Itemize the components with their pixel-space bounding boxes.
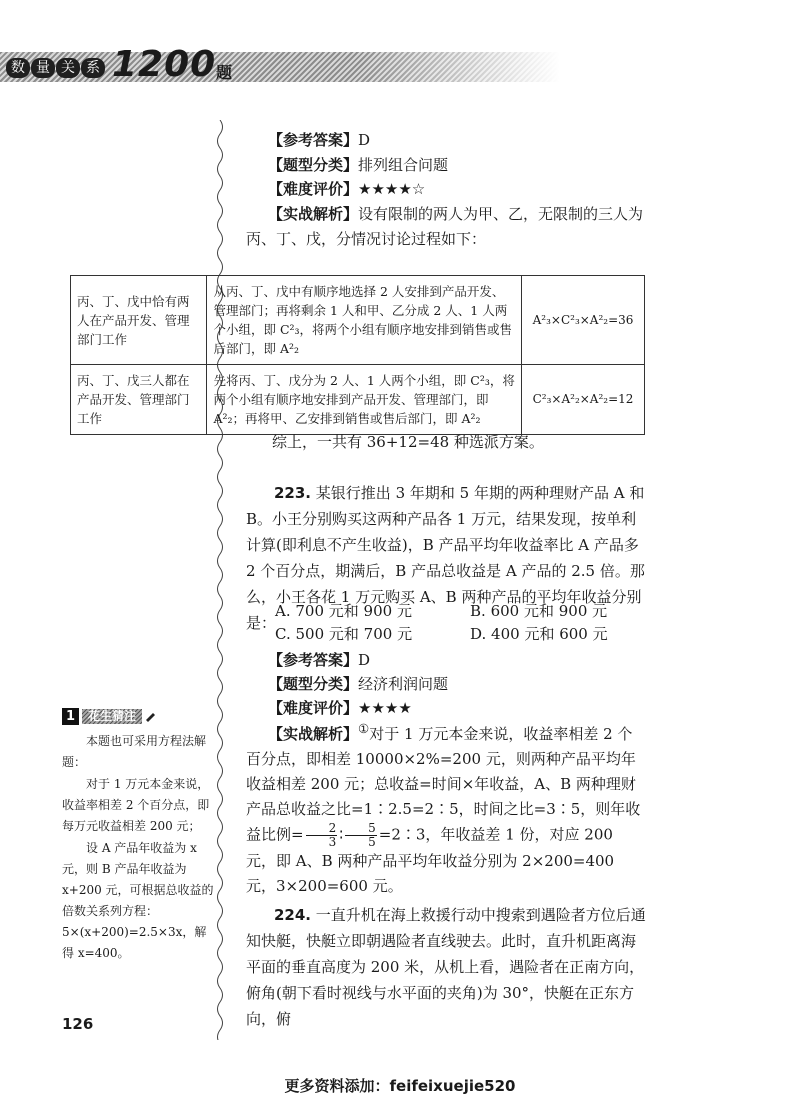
option-text: 600 元和 900 元 (490, 602, 608, 620)
numerator: 2 (306, 822, 338, 836)
series-char-3: 关 (56, 58, 80, 78)
pencil-icon (144, 710, 156, 722)
option-key: B. (470, 602, 486, 620)
case-cell: 丙、丁、戊三人都在产品开发、管理部门工作 (71, 365, 207, 435)
case-cell: 丙、丁、戊中恰有两人在产品开发、管理部门工作 (71, 276, 207, 365)
q223-number: 223. (274, 484, 312, 502)
q223-type-label: 【题型分类】 (268, 675, 359, 693)
margin-wave-rule (214, 120, 226, 1040)
q223-answer (268, 650, 370, 670)
q223-option-c (275, 623, 412, 645)
table-row (71, 276, 645, 365)
option-key: A. (275, 602, 291, 620)
q222-answer-label: 【参考答案】 (268, 131, 359, 149)
series-char-2: 量 (31, 58, 55, 78)
process-cell: 先将丙、丁、戊分为 2 人、1 人两个小组，即 C²₃，将两个小组有顺序地安排到产品开发、管理部门，即 A²₂；再将甲、乙安排到销售或售后部门，即 A²₂ (207, 365, 522, 435)
q222-analysis (268, 204, 643, 224)
q223-type (268, 674, 448, 694)
q223-analysis-label: 【实战解析】 (268, 725, 359, 743)
q222-type (268, 155, 448, 175)
q222-conclusion: 综上，一共有 36+12=48 种选派方案。 (272, 433, 544, 451)
denominator: 3 (328, 835, 337, 849)
q223-option-a (275, 600, 412, 622)
q223-difficulty-label: 【难度评价】 (268, 699, 359, 717)
count-cell: A²₃×C²₃×A²₂=36 (522, 276, 645, 365)
fraction-five-fifths (345, 822, 377, 849)
q223-stem-text: 某银行推出 3 年期和 5 年期的两种理财产品 A 和 B。小王分别购买这两种产品各 1 万元，结果发现，按单利计算(即利息不产生收益)，B 产品平均年收益率比 A 产品多 2 个百分点，期满后，B 产品总收益是 A 产品的 2.5 倍。那么，小王各花 1 万元购买 A、B 两种产品的平均年收益分别是： (246, 484, 645, 632)
q223-difficulty-stars: ★★★★ (358, 699, 412, 717)
sidebar-note-line2: 对于 1 万元本金来说，收益率相差 2 个百分点，即每万元收益相差 200 元； (62, 777, 210, 833)
option-key: D. (470, 625, 487, 643)
q222-analysis-line2: 丙、丁、戊，分情况讨论过程如下： (246, 230, 487, 248)
sidebar-note-line1: 本题也可采用方程法解题： (62, 734, 207, 769)
option-text: 700 元和 900 元 (295, 602, 412, 620)
q222-answer-value: D (358, 131, 371, 149)
q224-number: 224. (274, 906, 312, 924)
q223-answer-label: 【参考答案】 (268, 651, 359, 669)
note-number-badge: 1 (62, 708, 79, 725)
q224-stem (246, 902, 646, 1032)
note-title: 花生猜注 (82, 709, 142, 724)
table-row (71, 365, 645, 435)
series-char-4: 系 (81, 58, 105, 78)
sidebar-note-line3: 设 A 产品年收益为 x 元，则 B 产品年收益为 x+200 元，可根据总收益的倍数关系列方程：5×(x+200)=2.5×3x，解得 x=400。 (62, 841, 214, 960)
footer-note: 更多资料添加：feifeixuejie520 (284, 1077, 516, 1095)
series-char-1: 数 (6, 58, 30, 78)
q222-type-value: 排列组合问题 (358, 156, 449, 174)
header-band-fade (360, 52, 560, 82)
q222-difficulty (268, 179, 425, 199)
q222-difficulty-label: 【难度评价】 (268, 180, 359, 198)
option-text: 400 元和 600 元 (491, 625, 608, 643)
fraction-two-thirds (306, 822, 338, 849)
q223-difficulty (268, 698, 412, 718)
q224-stem-text: 一直升机在海上救援行动中搜索到遇险者方位后通知快艇，快艇立即朝遇险者直线驶去。此时，直升机距离海平面的垂直高度为 200 米，从机上看，遇险者在正南方向，俯角(朝下看时视线与水平面的夹角)为 30°，快艇在正东方向，俯 (246, 906, 646, 1028)
page-number: 126 (62, 1015, 94, 1033)
option-text: 500 元和 700 元 (295, 625, 413, 643)
q223-analysis (246, 716, 646, 899)
series-suffix: 题 (216, 63, 233, 82)
q223-analysis-part1: 对于 1 万元本金来说，收益率相差 2 个百分点，即相差 10000×2%=200 元，则两种产品平均年收益相差 200 元；总收益=时间×年收益，A、B 两种理财产品总收益之比=1∶2.5=2∶5，时间之比=3∶5，则年收益比例= (246, 725, 641, 844)
annotation-marker: ① (358, 721, 370, 736)
q223-analysis-part2: =2∶3，年收益差 1 份，对应 200 元，即 A、B 两种产品平均年收益分别为 2×200=400 元，3×200=600 元。 (246, 825, 615, 895)
process-cell: 从丙、丁、戊中有顺序地选择 2 人安排到产品开发、管理部门；再将剩余 1 人和甲、乙分成 2 人、1 人两个小组，即 C²₃，将两个小组有顺序地安排到销售或售后部门，即 A²₂ (207, 276, 522, 365)
ratio-separator: ∶ (339, 825, 344, 844)
q223-option-b (470, 600, 607, 622)
q222-type-label: 【题型分类】 (268, 156, 359, 174)
q223-option-d (470, 623, 608, 645)
q222-difficulty-stars: ★★★★☆ (358, 180, 426, 198)
q223-type-value: 经济利润问题 (358, 675, 449, 693)
q223-answer-value: D (358, 651, 371, 669)
q222-analysis-label: 【实战解析】 (268, 205, 359, 223)
option-key: C. (275, 625, 291, 643)
count-cell: C²₃×A²₂×A²₂=12 (522, 365, 645, 435)
denominator: 5 (368, 835, 376, 849)
sidebar-note-header (62, 707, 180, 725)
q222-analysis-line1: 设有限制的两人为甲、乙，无限制的三人为 (358, 205, 644, 223)
case-table (70, 275, 645, 435)
numerator: 5 (345, 822, 377, 836)
q222-answer (268, 130, 370, 150)
series-number: 1200 (112, 44, 217, 85)
